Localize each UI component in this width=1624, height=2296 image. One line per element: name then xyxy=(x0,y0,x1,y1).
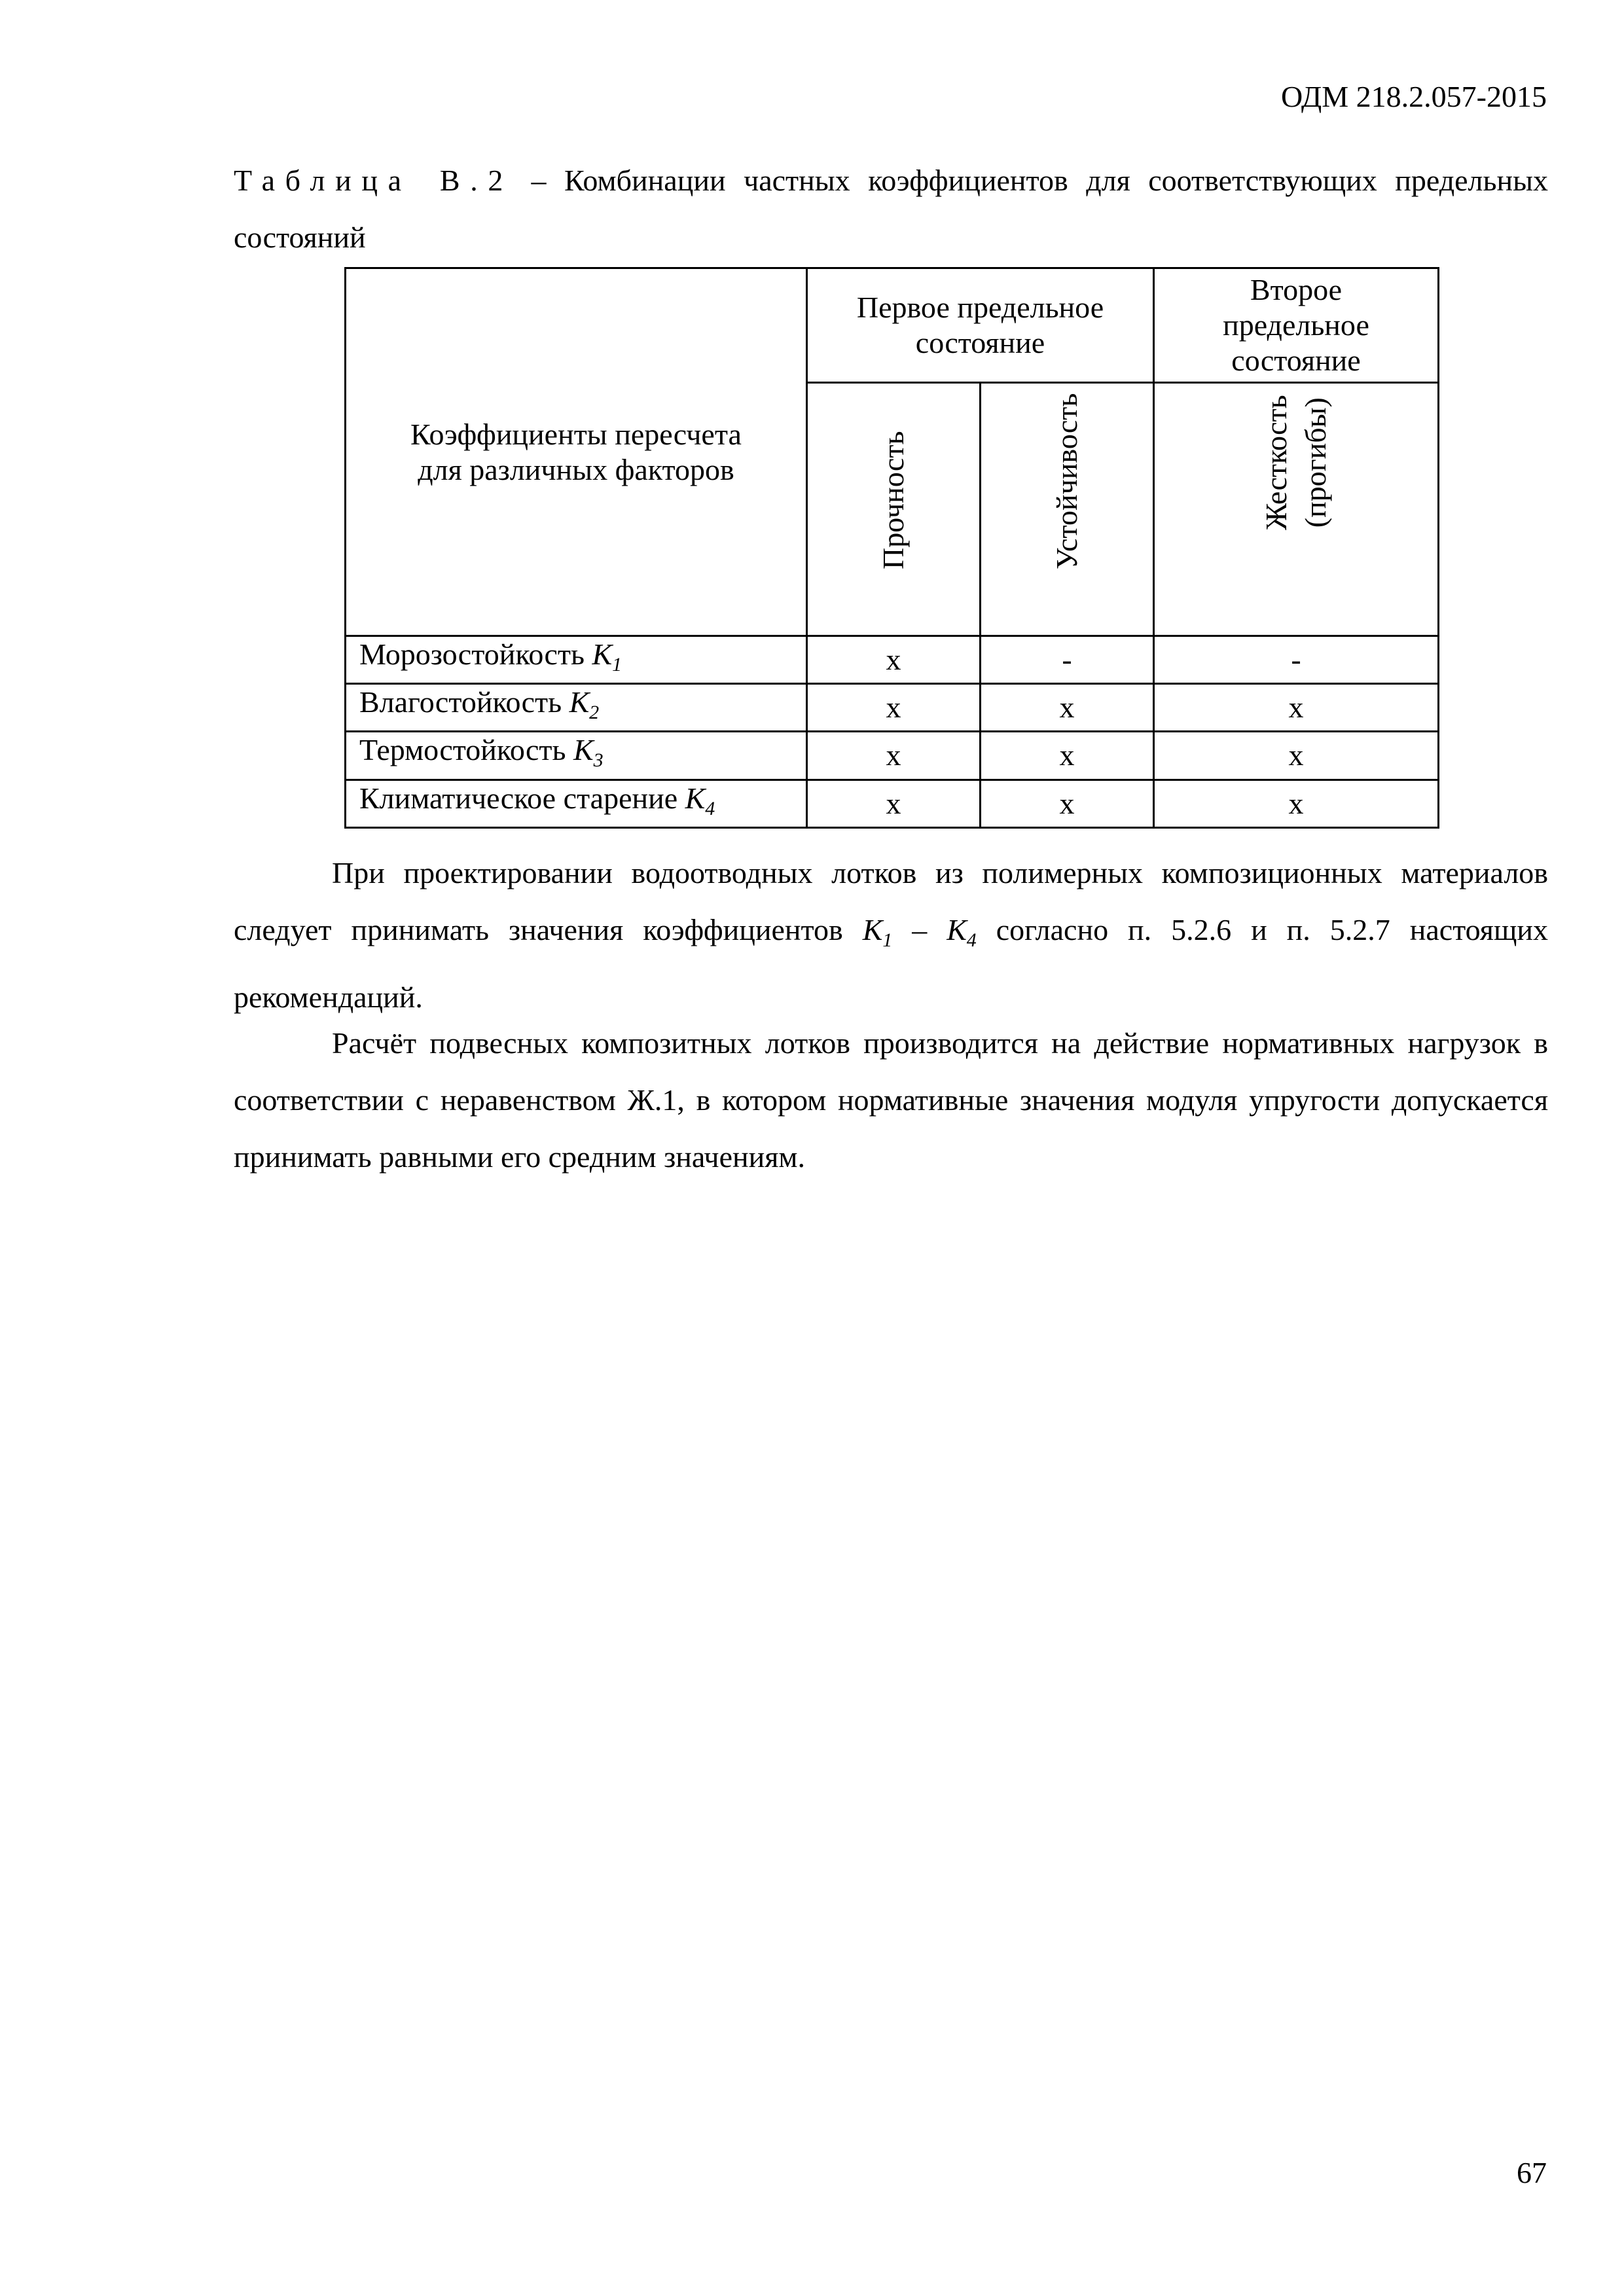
factor-label: Влагостойкость xyxy=(359,685,569,719)
coefficient-symbol xyxy=(573,733,604,772)
strength-header-label: Прочность xyxy=(876,431,910,569)
table-row xyxy=(346,636,1439,684)
coefficient-index: 3 xyxy=(593,749,604,772)
coefficient-letter: К xyxy=(685,781,706,815)
stability-header xyxy=(981,383,1154,636)
strength-cell: х xyxy=(807,636,981,684)
factor-cell xyxy=(346,636,807,684)
paragraph-coefficients xyxy=(234,844,1548,1026)
strength-header xyxy=(807,383,981,636)
coefficient-symbol xyxy=(947,913,977,952)
stability-cell: х xyxy=(981,732,1154,780)
factor-label: Термостойкость xyxy=(359,733,574,767)
factor-cell xyxy=(346,780,807,827)
table-caption xyxy=(234,152,1548,266)
coefficient-letter: К xyxy=(947,913,967,946)
coefficient-letter: К xyxy=(592,637,613,671)
stability-cell: х xyxy=(981,684,1154,732)
stability-cell: х xyxy=(981,780,1154,827)
first-limit-state-header: Первое предельное состояние xyxy=(807,268,1154,383)
page-number: 67 xyxy=(1517,2156,1547,2189)
stability-cell: - xyxy=(981,636,1154,684)
document-code: ОДМ 218.2.057-2015 xyxy=(1280,80,1547,113)
caption-text: – Комбинации частных коэффициентов для соответствующих предельных состояний xyxy=(234,164,1548,254)
paragraph-text: согласно п. 5.2.6 и п. 5.2.7 настоящих рекомендаций. xyxy=(234,913,1548,1014)
factor-label: Морозостойкость xyxy=(359,637,592,671)
table-row xyxy=(346,732,1439,780)
coefficient-symbol xyxy=(685,781,715,819)
coefficient-symbol xyxy=(862,913,893,952)
stiffness-header-line1: Жесткость xyxy=(1259,395,1293,530)
stiffness-header xyxy=(1154,383,1439,636)
factor-label: Климатическое старение xyxy=(359,781,685,815)
stability-header-label: Устойчивость xyxy=(1050,393,1083,569)
coefficients-table xyxy=(344,267,1439,829)
strength-cell: х xyxy=(807,684,981,732)
coefficient-index: 1 xyxy=(612,654,623,676)
coefficient-symbol xyxy=(569,685,600,724)
paragraph-calculation: Расчёт подвесных композитных лотков производится на действие нормативных нагрузок в соответствии с неравенством Ж.1, в котором нормативные значения модуля упругости допускается принимать равными его средним значениям. xyxy=(234,1026,1548,1174)
stiffness-cell: х xyxy=(1154,732,1439,780)
strength-cell: х xyxy=(807,732,981,780)
stiffness-header-label xyxy=(1257,395,1335,530)
coefficient-letter: К xyxy=(862,913,883,946)
stiffness-cell: х xyxy=(1154,684,1439,732)
table-row xyxy=(346,684,1439,732)
table-row xyxy=(346,780,1439,827)
coefficient-index: 4 xyxy=(966,929,977,952)
stiffness-cell: х xyxy=(1154,780,1439,827)
factor-cell xyxy=(346,732,807,780)
factor-header: Коэффициенты пересчета для различных факторов xyxy=(346,268,807,636)
coefficient-index: 4 xyxy=(705,797,715,819)
factor-cell xyxy=(346,684,807,732)
table-header-row xyxy=(346,268,1439,383)
coefficient-index: 2 xyxy=(589,702,600,724)
range-dash: – xyxy=(892,913,947,946)
stiffness-cell: - xyxy=(1154,636,1439,684)
coefficient-letter: К xyxy=(573,733,594,767)
coefficient-index: 1 xyxy=(882,929,893,952)
strength-cell: х xyxy=(807,780,981,827)
caption-label: Таблица В.2 xyxy=(234,164,513,197)
coefficient-symbol xyxy=(592,637,623,676)
second-limit-state-header: Второе предельное состояние xyxy=(1154,268,1439,383)
stiffness-header-line2: (прогибы) xyxy=(1299,397,1332,528)
paragraph-text: При проектировании водоотводных лотков из полимерных композиционных материалов следует принимать значения коэффициентов xyxy=(234,856,1548,946)
coefficient-letter: К xyxy=(569,685,590,719)
